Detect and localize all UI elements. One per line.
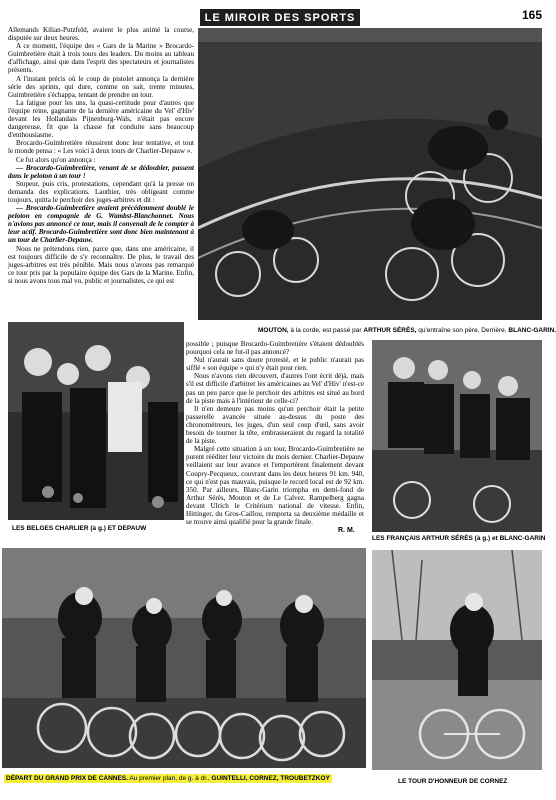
photo-tour-honneur-cornez [372, 550, 542, 770]
photo-depart-grand-prix-cannes [2, 548, 366, 768]
article-column-middle [186, 340, 364, 530]
caption-part: DÉPART DU GRAND PRIX DE CANNES. [6, 775, 128, 782]
article-paragraph: Nous n'avons rien découvert, d'autres l'ont écrit déjà, mais s'il est difficile d'arbitrer les américaines au Vel' d'Hiv' n'est-ce pas un peu parce que le perchoir des arbitres est situé au bord de la piste mais à l'intérieur de celle-ci? [186, 372, 364, 405]
masthead: LE MIROIR DES SPORTS [200, 9, 360, 26]
caption-francais: LES FRANÇAIS ARTHUR SÉRÈS (à g.) et BLANC-GARIN [372, 535, 546, 542]
article-paragraph: Nul n'aurait sans doute protesté, et le public n'aurait pas sifflé « son équipe » qui n'y était pour rien. [186, 356, 364, 373]
caption-part: GUINTELLI, CORNEZ, TROUBETZKOY [211, 775, 330, 782]
caption-part: Au premier plan, de g. à dr., [127, 775, 212, 782]
photo-francais-seres-blanc-garin [372, 340, 542, 532]
caption-part: qu'entraîne son père. Derrière, [416, 327, 509, 334]
caption-part: ARTHUR SÉRÈS, [363, 327, 417, 334]
article-paragraph: Il n'en demeure pas moins qu'un perchoir était la petite passerelle avancée située au-dessus du poste des chronométreurs, les juges, d'un seul coup d'œil, sans avoir besoin de tourner la tête, embrasseraient du regard la totalité de la piste. [186, 404, 364, 446]
article-paragraph: — Brocardo-Guimbretière, venant de se dédoubler, passent dans le peloton à un tour ! [8, 163, 194, 180]
article-paragraph: — Brocardo-Guimbretière avaient précédemment doublé le peloton en compagnie de G. Wambst-Blanchonnet. Nous n'avions pas annoncé ce tour, mais il convenait de le compter à leur actif. Brocardo-Guimbretière sont donc bien maintenant à un tour de Charlier-Depauw. [8, 204, 194, 245]
article-paragraph: A ce moment, l'équipe des « Gars de la Marine » Brocardo-Guimbretière était à trois tours des leaders. Du moins au tableau d'affichage, ainsi que dans l'esprit des spectateurs et journalistes présents. [8, 42, 194, 75]
article-paragraph: Malgré cette situation à un tour, Brocardo-Guimbretière ne purent rééditer leur victoire du mois dernier. Charlier-Depauw veillaient sur leur avance et l'emportèrent finalement devant Coupry-Pecqueux, couvrant dans les deux heures 91 km. 940, ce qui n'est pas mauvais, puisque le record local est de 92 km. 350. Par ailleurs, Blanc-Garin triompha en demi-fond de Arthur Sérès, Mouton et de Le Calvez. Rampelberg gagna devant Ulrich le Critérium national de vitesse. Enfin, Hittinger, du Gros-Caillou, remporta sa deuxième médaille et se trouve ainsi qualifié pour la grande finale. [186, 445, 364, 527]
article-paragraph: A l'instant précis où le coup de pistolet annonça la dernière série des sprints, qui dure, comme on sait, trente minutes, Guimbretière s'échappa, tentant de prendre un tour. [8, 74, 194, 99]
article-paragraph: Brocardo-Guimbretière réussirent donc leur tentative, et tout le monde pensa : « Les voici à deux tours de Charlier-Depauw ». [8, 139, 194, 156]
caption-cannes [4, 774, 332, 783]
caption-part: à la corde, est passé par [288, 327, 364, 334]
article-paragraph: possible ; puisque Brocardo-Guimbretière s'étaient dédoublés pourquoi cela ne fut-il pas annoncé? [186, 340, 364, 357]
caption-part: MOUTON, [258, 327, 289, 334]
article-paragraph: La fatigue pour les uns, la quasi-certitude pour d'autres que l'équipe reine, gagnante de la dernière américaine du Vel' d'Hiv' devant les Hollandais Pijnenburg-Wals, n'était pas encore dangereuse, fit que la chasse fut conduite sans beaucoup d'enthousiasme. [8, 98, 194, 140]
photo-belges-charlier-depauw [8, 322, 184, 520]
caption-tour-honneur: LE TOUR D'HONNEUR DE CORNEZ [398, 778, 508, 785]
caption-belges: LES BELGES CHARLIER (à g.) ET DEPAUW [12, 525, 147, 532]
caption-top-photo [258, 327, 556, 334]
page-number: 165 [521, 8, 542, 22]
photo-motor-paced-race [198, 28, 542, 320]
article-paragraph: Ce fut alors qu'on annonça : [16, 155, 96, 164]
caption-part: BLANC-GARIN. [508, 327, 556, 334]
article-paragraph: Allemands Kilian-Putzfeld, avaient le plus animé la course, disputée sur deux heures. [8, 26, 194, 43]
article-paragraph: Stupeur, puis cris, protestations, cependant qu'à la presse on demanda des explications. Lauthier, très obligeant comme toujours, quitta le perchoir des juges-arbitres et dit : [8, 179, 194, 204]
article-column-left [8, 26, 194, 318]
article-signature: R. M. [338, 527, 355, 534]
article-paragraph: Nous ne prétendons rien, parce que, dans une américaine, il est toujours difficile de s'y reconnaître. De plus, le travail des juges-arbitres est très pénible. Mais nous n'avons pas remarqué ce tour pris par la populaire équipe des Gars de la Marine. Enfin, si nous avons tous mal vu, public et journalistes, ce qui est [8, 244, 194, 285]
